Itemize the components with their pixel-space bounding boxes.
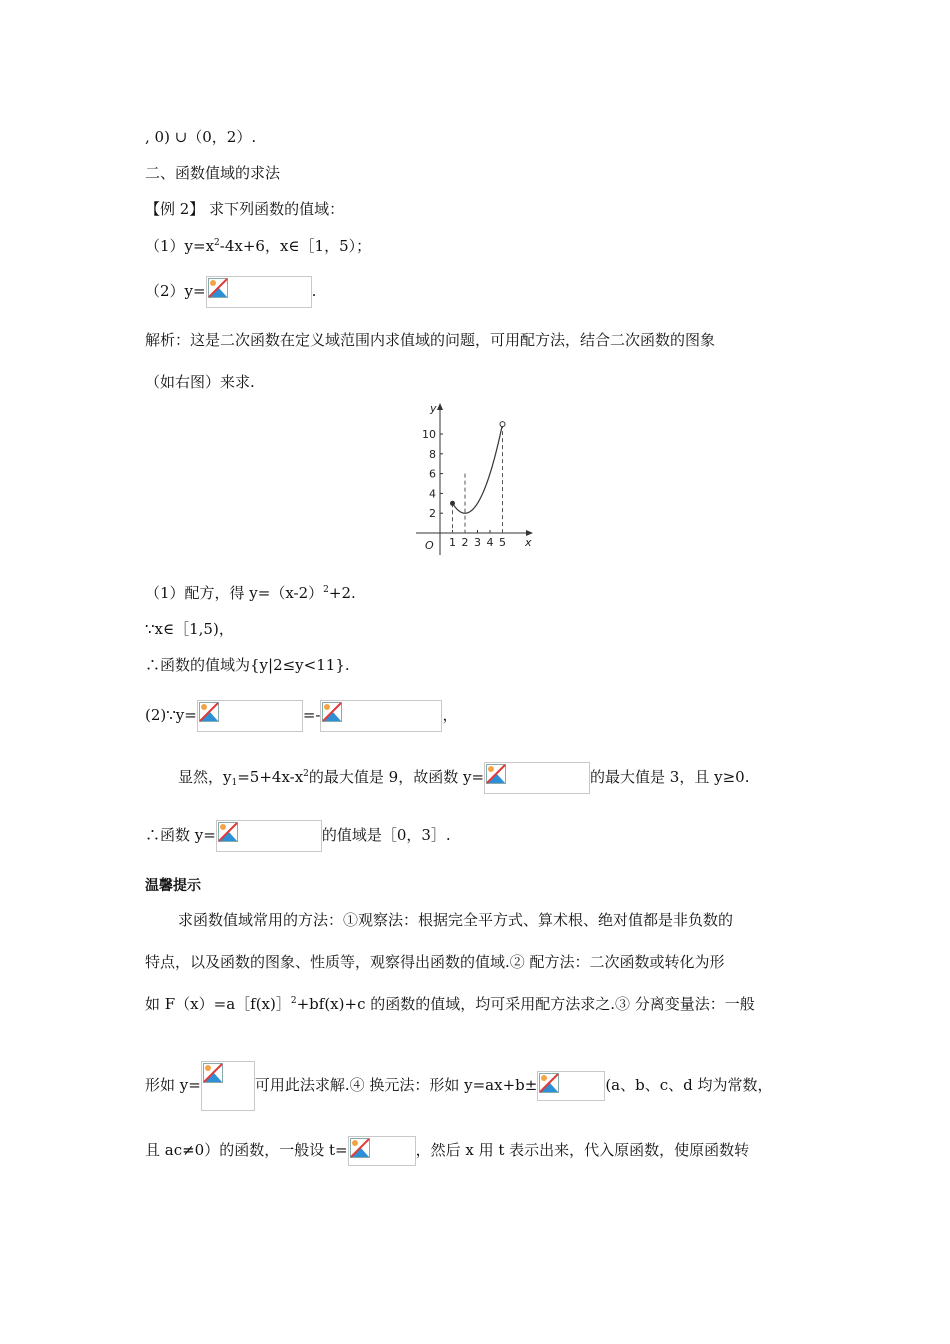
tips-line-1: 求函数值域常用的方法：①观察法：根据完全平方式、算术根、绝对值都是非负数的 xyxy=(178,911,734,929)
x-tick-label: 4 xyxy=(486,536,494,549)
text-line-1: , 0) ∪（0，2）. xyxy=(145,128,257,146)
y-tick-label: 8 xyxy=(429,447,436,461)
x-tick-label: 2 xyxy=(461,536,469,549)
x-tick-label: 1 xyxy=(449,536,456,549)
x-tick-label: 5 xyxy=(499,536,506,549)
tips-line-2: 特点，以及函数的图象、性质等，观察得出函数的值域.② 配方法：二次函数或转化为形 xyxy=(145,953,725,971)
problem-2: （2）y= . xyxy=(145,276,316,308)
problem-1: $(1)y=x^2-4x+6$，x∈［1，5）； xyxy=(145,237,372,255)
x-tick-label: 3 xyxy=(474,536,481,549)
formula-image-icon xyxy=(197,700,303,732)
parabola-graph xyxy=(408,400,538,560)
section-heading: 二、函数值域的求法 xyxy=(145,164,281,182)
y-tick-label: 4 xyxy=(429,487,436,501)
closed-endpoint xyxy=(450,501,455,506)
tips-line-5: 且 ac≠0）的函数，一般设 t= ，然后 x 用 t 表示出来，代入原函数，使原函数转 xyxy=(145,1136,749,1166)
analysis-line-1: 解析：这是二次函数在定义域范围内求值域的问题，可用配方法，结合二次函数的图象 xyxy=(145,331,716,349)
conclusion-line: ∴函数 y= 的值域是［0，3］. xyxy=(145,820,451,852)
origin-label: O xyxy=(425,539,434,552)
analysis-line-2: （如右图）来求. xyxy=(145,373,255,391)
y-tick-label: 6 xyxy=(429,467,436,481)
formula-image-icon xyxy=(206,276,312,308)
tips-heading: 温馨提示 xyxy=(145,878,201,894)
y-tick-label: 10 xyxy=(422,428,436,441)
example-title: 【例 2】 求下列函数的值域： xyxy=(145,200,345,218)
y-tick-label: 2 xyxy=(429,507,436,521)
formula-image-icon xyxy=(320,700,442,732)
solution-2: (2)∵y= =- ， xyxy=(145,700,458,732)
solution-1: （1）配方，得 $y=(x-2)^2+2$. xyxy=(145,584,356,602)
formula-image-icon xyxy=(348,1136,416,1166)
tips-line-3: 如 F（x）=a［f(x)］$^2$+bf(x)+c 的函数的值域，均可采用配方法求之.③ 分离变量法：一般 xyxy=(145,995,755,1013)
parabola-curve xyxy=(453,424,503,513)
formula-image-icon xyxy=(537,1071,605,1101)
obviously-line: 显然，$y_1=5+4x-x^2$的最大值是 9，故函数 y= 的最大值是 3，且 y≥0. xyxy=(178,762,749,794)
open-endpoint xyxy=(500,422,505,427)
range-line: ∴函数的值域为{y|2≤y<11}. xyxy=(145,656,350,674)
x-axis-label: x xyxy=(525,536,532,549)
formula-image-icon xyxy=(484,762,590,794)
because-line: ∵x∈［1,5)， xyxy=(145,620,234,638)
formula-image-icon xyxy=(201,1061,255,1111)
y-axis-label: y xyxy=(430,402,437,415)
formula-image-icon xyxy=(216,820,322,852)
tips-line-4: 形如 y= 可用此法求解.④ 换元法：形如 y=ax+b± (a、b、c、d 均为常数， xyxy=(145,1061,772,1111)
